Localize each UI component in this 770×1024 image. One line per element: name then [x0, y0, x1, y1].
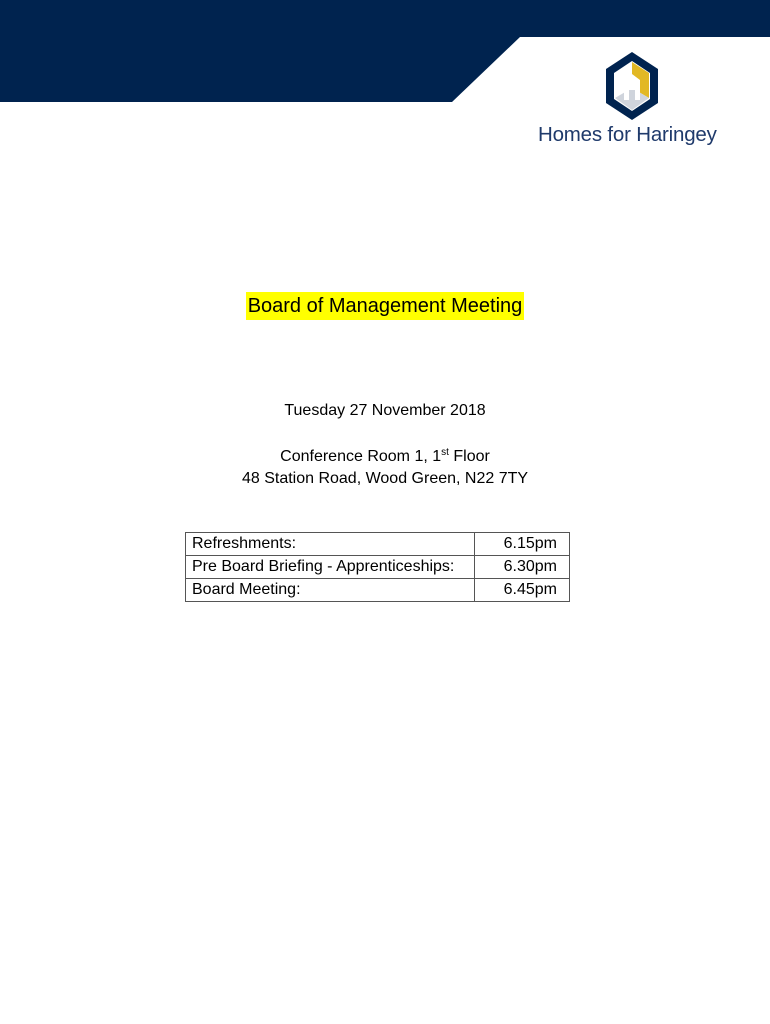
- meeting-date: Tuesday 27 November 2018: [284, 402, 486, 419]
- schedule-table: [185, 532, 570, 602]
- table-row: [186, 556, 570, 579]
- schedule-time: 6.30pm: [475, 556, 570, 579]
- schedule-item: Pre Board Briefing - Apprenticeships:: [186, 556, 475, 579]
- meeting-title: Board of Management Meeting: [246, 292, 525, 320]
- brand-name: Homes for Haringey: [538, 123, 717, 146]
- schedule-item: Board Meeting:: [186, 579, 475, 602]
- table-row: [186, 579, 570, 602]
- schedule-time: 6.45pm: [475, 579, 570, 602]
- venue-address: 48 Station Road, Wood Green, N22 7TY: [241, 470, 529, 487]
- house-hexagon-icon: [606, 52, 658, 120]
- venue-room: Conference Room 1, 1st Floor: [280, 447, 490, 465]
- table-row: [186, 533, 570, 556]
- meeting-venue: [0, 446, 770, 490]
- brand-logo: [538, 52, 728, 152]
- schedule-time: 6.15pm: [475, 533, 570, 556]
- schedule-item: Refreshments:: [186, 533, 475, 556]
